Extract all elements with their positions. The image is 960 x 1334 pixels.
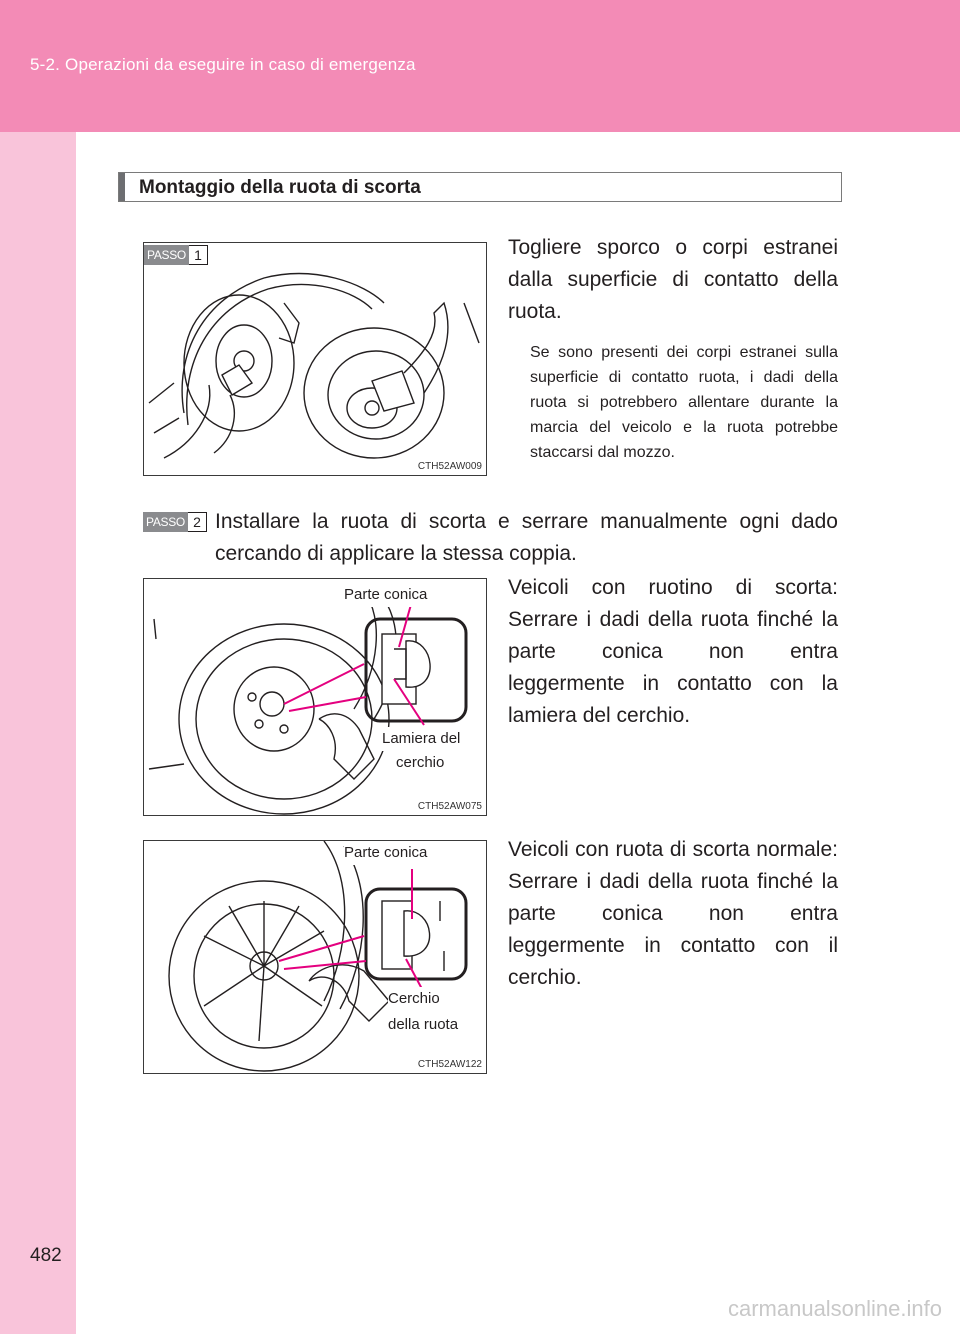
section-title-text: Montaggio della ruota di scorta [139,177,421,198]
figure-step-1-code: CTH52AW009 [417,461,482,472]
callout-cerchio-1: Cerchio [388,987,440,1011]
callout-parte-conica-2: Parte conica [344,841,427,865]
figure-normal-code: CTH52AW122 [417,1059,482,1070]
page-number: 482 [30,1245,62,1266]
step-1-text: Togliere sporco o corpi estranei dalla superficie di contatto della ruota. [508,236,838,323]
compact-spare-illustration [144,579,487,816]
normal-spare-illustration [144,841,487,1074]
step-2-badge [143,512,207,532]
header-bar [0,0,960,132]
normal-spare-description: Veicoli con ruota di scorta normale: Serrare i dadi della ruota finché la parte conica non entra leggermente in contatto con il cerchio. [508,838,838,989]
section-title-accent [119,173,125,201]
figure-step-1 [143,242,487,476]
callout-parte-conica-1: Parte conica [344,583,427,607]
section-title [118,172,842,202]
compact-spare-description: Veicoli con ruotino di scorta: Serrare i dadi della ruota finché la parte conica non entra leggermente in contatto con la lamiera del cerchio. [508,576,838,727]
step-1-badge-word: PASSO [144,245,189,265]
step-2-badge-word: PASSO [143,512,188,532]
header-section-title: 5-2. Operazioni da eseguire in caso di emergenza [30,55,416,74]
watermark: carmanualsonline.info [727,1296,942,1321]
callout-lamiera-2: cerchio [396,751,444,775]
figure-normal-spare [143,840,487,1074]
step-2-badge-number: 2 [188,512,207,532]
figure-compact-code: CTH52AW075 [417,801,482,812]
wheel-cleaning-illustration [144,243,487,476]
step-2-text: Installare la ruota di scorta e serrare manualmente ogni dado cercando di applicare la stessa coppia. [215,510,838,565]
callout-lamiera-1: Lamiera del [382,727,460,751]
callout-cerchio-2: della ruota [388,1013,458,1037]
step-1-badge [144,245,208,265]
step-1-badge-number: 1 [189,245,208,265]
left-margin-strip [0,132,76,1334]
step-1-note: Se sono presenti dei corpi estranei sulla superficie di contatto ruota, i dadi della ruota si potrebbero allentare durante la marcia del veicolo e la ruota potrebbe staccarsi dal mozzo. [530,344,838,461]
figure-compact-spare [143,578,487,816]
